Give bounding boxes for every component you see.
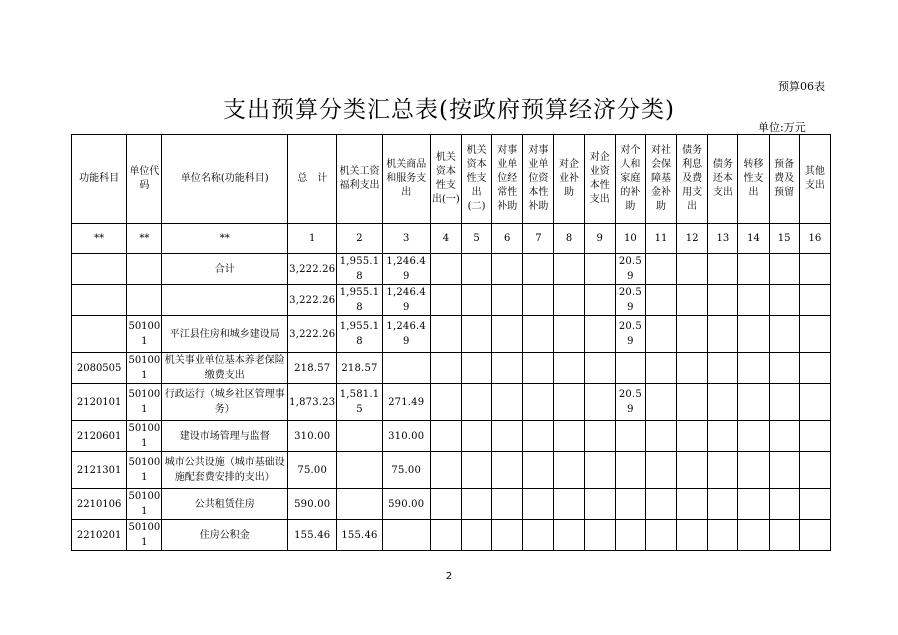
table-cell: 合计 (162, 254, 288, 285)
table-cell (738, 384, 769, 421)
table-cell (708, 421, 738, 452)
table-cell (462, 489, 492, 520)
table-cell (430, 285, 461, 316)
table-cell (708, 254, 738, 285)
table-cell (492, 353, 523, 384)
table-cell (708, 520, 738, 551)
table-cell: 1,955.18 (337, 316, 382, 353)
table-cell: 1,873.23 (288, 384, 337, 421)
table-cell: 501001 (127, 520, 162, 551)
table-cell (492, 452, 523, 489)
table-cell (462, 520, 492, 551)
table-cell (462, 421, 492, 452)
table-cell: 501001 (127, 452, 162, 489)
table-cell: 75.00 (382, 452, 430, 489)
column-header: 对个人和家庭的补助 (615, 135, 645, 224)
table-cell (430, 316, 461, 353)
table-cell: 20.59 (615, 285, 645, 316)
column-header: 债务还本支出 (708, 135, 738, 224)
table-row (72, 353, 831, 384)
index-cell: 8 (554, 224, 584, 254)
form-number: 预算06表 (778, 80, 825, 93)
table-cell (523, 452, 554, 489)
table-cell (677, 254, 708, 285)
table-cell (769, 353, 799, 384)
table-cell (615, 520, 645, 551)
table-cell (430, 452, 461, 489)
table-row (72, 452, 831, 489)
table-cell (554, 452, 584, 489)
table-cell (523, 353, 554, 384)
table-cell: 1,246.49 (382, 285, 430, 316)
table-cell (615, 489, 645, 520)
table-cell (127, 285, 162, 316)
table-cell (492, 421, 523, 452)
table-cell: 3,222.26 (288, 285, 337, 316)
table-cell (337, 489, 382, 520)
table-cell (677, 489, 708, 520)
column-header: 机关资本性支出(二) (462, 135, 492, 224)
table-cell (645, 489, 676, 520)
index-cell: 3 (382, 224, 430, 254)
column-header: 单位代码 (127, 135, 162, 224)
column-header: 预备费及预留 (769, 135, 799, 224)
index-cell: 12 (677, 224, 708, 254)
table-cell (492, 254, 523, 285)
table-cell (677, 353, 708, 384)
table-cell (72, 285, 127, 316)
table-cell (584, 384, 615, 421)
table-cell (738, 254, 769, 285)
table-cell: 20.59 (615, 384, 645, 421)
table-cell (584, 520, 615, 551)
table-cell: 建设市场管理与监督 (162, 421, 288, 452)
page-title: 支出预算分类汇总表(按政府预算经济分类) (223, 97, 675, 123)
table-cell: 590.00 (382, 489, 430, 520)
table-cell (799, 285, 830, 316)
column-header: 对企业资本性支出 (584, 135, 615, 224)
table-cell (430, 254, 461, 285)
index-cell: 11 (645, 224, 676, 254)
column-header: 总 计 (288, 135, 337, 224)
table-cell (738, 489, 769, 520)
column-header: 机关工资福利支出 (337, 135, 382, 224)
table-cell (554, 254, 584, 285)
table-cell (708, 353, 738, 384)
index-cell: 15 (769, 224, 799, 254)
table-cell (769, 489, 799, 520)
table-cell (492, 316, 523, 353)
table-cell (677, 384, 708, 421)
table-cell (738, 353, 769, 384)
table-cell (523, 384, 554, 421)
table-cell (799, 254, 830, 285)
index-cell: 9 (584, 224, 615, 254)
table-cell: 行政运行（城乡社区管理事务） (162, 384, 288, 421)
index-cell: ** (162, 224, 288, 254)
table-cell (645, 316, 676, 353)
table-cell (523, 254, 554, 285)
table-cell: 2080505 (72, 353, 127, 384)
table-cell: 城市公共设施（城市基础设施配套费安排的支出） (162, 452, 288, 489)
column-header: 对事业单位资本性补助 (523, 135, 554, 224)
index-cell: 16 (799, 224, 830, 254)
table-row (72, 254, 831, 285)
index-cell: 14 (738, 224, 769, 254)
table-cell (584, 421, 615, 452)
index-cell: 10 (615, 224, 645, 254)
column-header: 对社会保障基金补助 (645, 135, 676, 224)
table-cell (708, 452, 738, 489)
table-cell (645, 353, 676, 384)
table-cell (799, 316, 830, 353)
table-cell (708, 285, 738, 316)
table-cell (462, 452, 492, 489)
table-cell (799, 421, 830, 452)
table-cell (615, 452, 645, 489)
column-header: 单位名称(功能科目) (162, 135, 288, 224)
table-cell (708, 384, 738, 421)
table-cell (769, 421, 799, 452)
table-cell (337, 421, 382, 452)
table-cell (769, 285, 799, 316)
header-row (72, 135, 831, 224)
table-cell: 平江县住房和城乡建设局 (162, 316, 288, 353)
table-cell (492, 520, 523, 551)
table-cell (430, 520, 461, 551)
column-header: 债务利息及费用支出 (677, 135, 708, 224)
table-cell: 2121301 (72, 452, 127, 489)
table-cell (462, 316, 492, 353)
table-cell: 590.00 (288, 489, 337, 520)
index-row (72, 224, 831, 254)
table-cell (584, 489, 615, 520)
table-cell (127, 254, 162, 285)
table-cell (645, 520, 676, 551)
table-cell (430, 353, 461, 384)
table-cell (462, 384, 492, 421)
index-cell: ** (72, 224, 127, 254)
column-header: 转移性支出 (738, 135, 769, 224)
table-cell: 310.00 (288, 421, 337, 452)
table-cell (645, 254, 676, 285)
table-cell (645, 285, 676, 316)
table-cell (554, 384, 584, 421)
table-row (72, 421, 831, 452)
table-cell (769, 316, 799, 353)
table-cell: 1,581.15 (337, 384, 382, 421)
table-cell (738, 316, 769, 353)
table-cell (162, 285, 288, 316)
column-header: 对事业单位经常性补助 (492, 135, 523, 224)
index-cell: ** (127, 224, 162, 254)
table-row (72, 384, 831, 421)
table-cell (430, 384, 461, 421)
table-cell: 501001 (127, 316, 162, 353)
table-cell: 1,246.49 (382, 316, 430, 353)
table-cell (72, 316, 127, 353)
table-cell (769, 520, 799, 551)
table-cell (645, 384, 676, 421)
table-cell (799, 353, 830, 384)
table-cell (462, 353, 492, 384)
table-cell (584, 254, 615, 285)
index-cell: 5 (462, 224, 492, 254)
table-cell: 3,222.26 (288, 254, 337, 285)
table-cell (708, 316, 738, 353)
table-cell: 2120601 (72, 421, 127, 452)
index-cell: 6 (492, 224, 523, 254)
table-cell (677, 316, 708, 353)
table-cell (677, 520, 708, 551)
table-cell: 1,246.49 (382, 254, 430, 285)
table-row (72, 285, 831, 316)
table-row (72, 489, 831, 520)
table-cell: 501001 (127, 489, 162, 520)
table-cell (677, 421, 708, 452)
table-cell (523, 316, 554, 353)
table-cell: 501001 (127, 421, 162, 452)
table-cell (615, 421, 645, 452)
column-header: 机关资本性支出(一) (430, 135, 461, 224)
table-cell (492, 489, 523, 520)
table-cell: 218.57 (337, 353, 382, 384)
table-cell (799, 489, 830, 520)
index-cell: 7 (523, 224, 554, 254)
index-cell: 2 (337, 224, 382, 254)
index-cell: 4 (430, 224, 461, 254)
table-cell (769, 384, 799, 421)
table-cell (492, 384, 523, 421)
table-cell: 501001 (127, 353, 162, 384)
table-cell (799, 520, 830, 551)
table-cell (645, 452, 676, 489)
table-cell: 住房公积金 (162, 520, 288, 551)
page-number: 2 (445, 571, 453, 582)
table-cell (492, 285, 523, 316)
table-cell: 2120101 (72, 384, 127, 421)
table-cell (523, 520, 554, 551)
column-header: 其他支出 (799, 135, 830, 224)
table-cell (769, 254, 799, 285)
table-cell: 3,222.26 (288, 316, 337, 353)
table-cell (554, 316, 584, 353)
table-cell: 1,955.18 (337, 254, 382, 285)
table-cell (382, 520, 430, 551)
table-cell (799, 452, 830, 489)
column-header: 对企业补助 (554, 135, 584, 224)
table-cell (462, 285, 492, 316)
table-cell (523, 489, 554, 520)
table-cell (584, 316, 615, 353)
table-cell: 218.57 (288, 353, 337, 384)
table-cell (584, 285, 615, 316)
table-cell (554, 489, 584, 520)
table-cell (738, 520, 769, 551)
table-cell: 20.59 (615, 316, 645, 353)
table-cell (382, 353, 430, 384)
table-cell (738, 421, 769, 452)
table-cell (554, 421, 584, 452)
table-cell (554, 520, 584, 551)
column-header: 功能科目 (72, 135, 127, 224)
table-cell (615, 353, 645, 384)
table-cell (677, 452, 708, 489)
table-cell: 2210201 (72, 520, 127, 551)
table-cell: 310.00 (382, 421, 430, 452)
table-cell (799, 384, 830, 421)
table-cell (523, 421, 554, 452)
column-header: 机关商品和服务支出 (382, 135, 430, 224)
table-cell (645, 421, 676, 452)
table-cell: 公共租赁住房 (162, 489, 288, 520)
table-cell: 1,955.18 (337, 285, 382, 316)
table-cell (584, 452, 615, 489)
table-cell (72, 254, 127, 285)
unit-label: 单位:万元 (758, 121, 806, 134)
table-cell: 20.59 (615, 254, 645, 285)
table-cell: 501001 (127, 384, 162, 421)
table-cell (462, 254, 492, 285)
index-cell: 13 (708, 224, 738, 254)
table-cell (523, 285, 554, 316)
budget-table (71, 134, 831, 551)
table-cell: 155.46 (288, 520, 337, 551)
table-row (72, 316, 831, 353)
table-cell (738, 285, 769, 316)
table-cell: 75.00 (288, 452, 337, 489)
table-cell (769, 452, 799, 489)
table-cell (430, 489, 461, 520)
table-cell: 机关事业单位基本养老保险缴费支出 (162, 353, 288, 384)
table-cell (430, 421, 461, 452)
table-cell: 2210106 (72, 489, 127, 520)
table-cell: 271.49 (382, 384, 430, 421)
table-cell (554, 285, 584, 316)
table-cell (708, 489, 738, 520)
table-cell (337, 452, 382, 489)
table-cell (584, 353, 615, 384)
table-cell (677, 285, 708, 316)
table-cell (554, 353, 584, 384)
table-cell (738, 452, 769, 489)
table-cell: 155.46 (337, 520, 382, 551)
table-row (72, 520, 831, 551)
index-cell: 1 (288, 224, 337, 254)
